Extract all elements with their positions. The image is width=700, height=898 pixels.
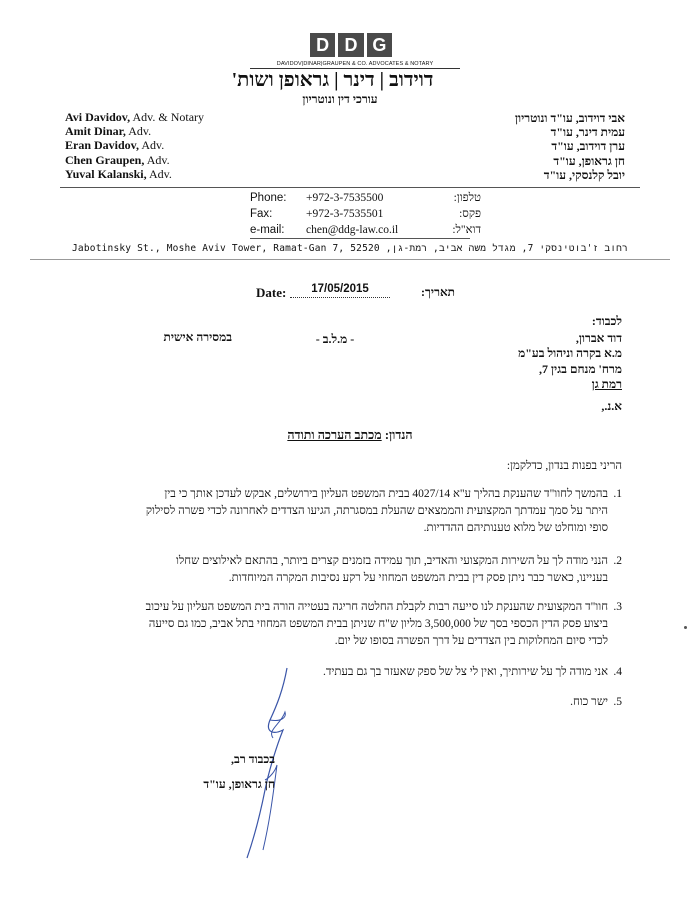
paragraph-line: לכדי סיום המחלוקות בין הצדדים על דרך הפשרה בסופו של יום.	[334, 635, 608, 647]
paragraph-line: הנני מודה לך על השירות המקצועי והאדיב, תוך עמידה בזמנים קצרים ביותר, בהתאם לאילוצים שחלו	[175, 555, 608, 567]
partner-en: Chen Graupen, Adv.	[65, 152, 170, 167]
personal-delivery: במסירה אישית	[163, 330, 232, 344]
paragraph-number: 1.	[613, 488, 622, 500]
partner-en: Avi Davidov, Adv. & Notary	[65, 110, 205, 124]
logo-letter: G	[367, 33, 392, 57]
partner-he: ערן דוידוב, עו"ד	[551, 139, 625, 154]
recipient-line: מ.א בקרה וניהול בע"מ	[518, 346, 622, 360]
subject-line	[230, 428, 470, 443]
partner-en: Yuval Kalanski, Adv.	[65, 166, 172, 181]
paragraph-number: 4.	[613, 666, 622, 678]
fax-number: +972-3-7535501	[306, 208, 384, 220]
partner-en: Eran Davidov, Adv.	[65, 138, 165, 153]
address-divider	[30, 259, 670, 260]
recipient-block	[518, 314, 622, 393]
firm-subtitle: עורכי דין ונוטריון	[302, 92, 378, 106]
firm-name-en: DAVIDOV|DINAR|GRAUPEN & CO. ADVOCATES & NOTARY	[250, 61, 460, 69]
closing: בכבוד רב,	[231, 752, 275, 766]
firm-logo	[310, 33, 392, 57]
partner-he: חן גראופן, עו"ד	[553, 153, 625, 168]
logo-letter: D	[338, 33, 363, 57]
date-label-en: Date:	[256, 285, 287, 300]
fax-label-en: Fax:	[250, 208, 273, 220]
paragraph-line: אני מודה לך על שירותיך, ואין לי צל של ספק שאעזר בך גם בעתיד.	[322, 666, 608, 678]
partners-list-he	[515, 111, 625, 182]
recipient-line: רמת גן	[591, 377, 622, 391]
paragraph-line: בהמשך לחוו"ד שהענקת בהליך ע"א 4027/14 בבית המשפט העליון בירושלים, אבקש לעדכן אותך כי בין	[164, 488, 608, 500]
email-label-en: e-mail:	[250, 224, 285, 236]
partner-he: יובל קלנסקי, עו"ד	[543, 167, 625, 182]
contact-block	[250, 191, 481, 239]
recipient-line: דוד אברון,	[575, 330, 622, 345]
fax-label-he: פקס:	[459, 208, 481, 220]
paragraph-line: חוו"ד המקצועית שהענקת לנו סייעה רבות לקבלת החלטה חריגה בעטייה הורה בית המשפט העליון על עיכוב	[145, 601, 608, 613]
paragraph-line: היתר על סמך עמדתך המקצועית והממצאים שהעלת במסגרתה, הגיעו הצדדים לאחרונה לכדי פשרה לסילוק	[145, 505, 608, 517]
paragraph-line: ביצוע פסק הדין הכספי בסך של 3,500,000 מליון ש"ח שניתן בבית המשפט המחוזי בתל אביב, כמו גם סייעה	[148, 618, 608, 630]
date-label-he: תאריך:	[421, 285, 455, 299]
paragraph-3	[88, 599, 622, 650]
date-value: 17/05/2015	[290, 283, 390, 298]
paragraph-number: 5.	[613, 696, 622, 708]
paragraph-5	[88, 694, 622, 711]
subject-text: מכתב הערכה ותודה	[287, 428, 382, 442]
paragraph-number: 2.	[613, 555, 622, 567]
partner-he: עמית דינר, עו"ד	[550, 125, 625, 140]
contact-divider	[250, 238, 470, 239]
paragraph-line: בעניינו, כאשר כבר ניתן פסק דין בבית המשפט המחוזי על רקע נסיבות המקרה המיוחדות.	[228, 572, 608, 584]
paragraph-2	[88, 553, 622, 587]
subject-label: הנדון:	[384, 428, 413, 442]
logo-letter: D	[310, 33, 335, 57]
partner-he: אבי דוידוב, עו"ד ונוטריון	[514, 111, 625, 125]
signer-name: חן גראופן, עו"ד	[203, 777, 275, 791]
scan-speck	[684, 626, 687, 629]
mlb-marker: - מ.ל.ב -	[315, 332, 355, 346]
paragraph-line: סופי ומוחלט של מלוא טענותיהם ההדדיות.	[423, 522, 608, 534]
intro-text: הריני בפנות בנדון, כדלקמן:	[506, 460, 622, 472]
email-address: chen@ddg-law.co.il	[306, 224, 399, 236]
recipient-line: מרח' מנחם בגין 7,	[539, 361, 622, 376]
paragraph-1	[88, 486, 622, 537]
paragraph-4	[88, 664, 622, 681]
phone-label-he: טלפון:	[453, 192, 481, 204]
paragraph-line: ישר כוח.	[570, 696, 608, 708]
header-divider	[60, 187, 640, 188]
phone-label-en: Phone:	[250, 192, 287, 204]
email-label-he: דוא"ל:	[452, 224, 481, 236]
phone-number: +972-3-7535500	[306, 192, 384, 204]
office-address: רחוב ז'בוטינסקי 7, מגדל משה אביב, רמת-גן, 52520 ,7 Jabotinsky St., Moshe Aviv Tower, Ramat-Gan	[72, 243, 628, 254]
greeting: א.נ.,	[601, 399, 622, 413]
recipient-to-label: לכבוד:	[591, 314, 622, 328]
firm-name-he: דוידוב | דינר | גראופן ושות'	[231, 69, 434, 91]
partners-list-en	[65, 110, 204, 181]
paragraph-number: 3.	[613, 601, 622, 613]
partner-en: Amit Dinar, Adv.	[65, 124, 152, 139]
